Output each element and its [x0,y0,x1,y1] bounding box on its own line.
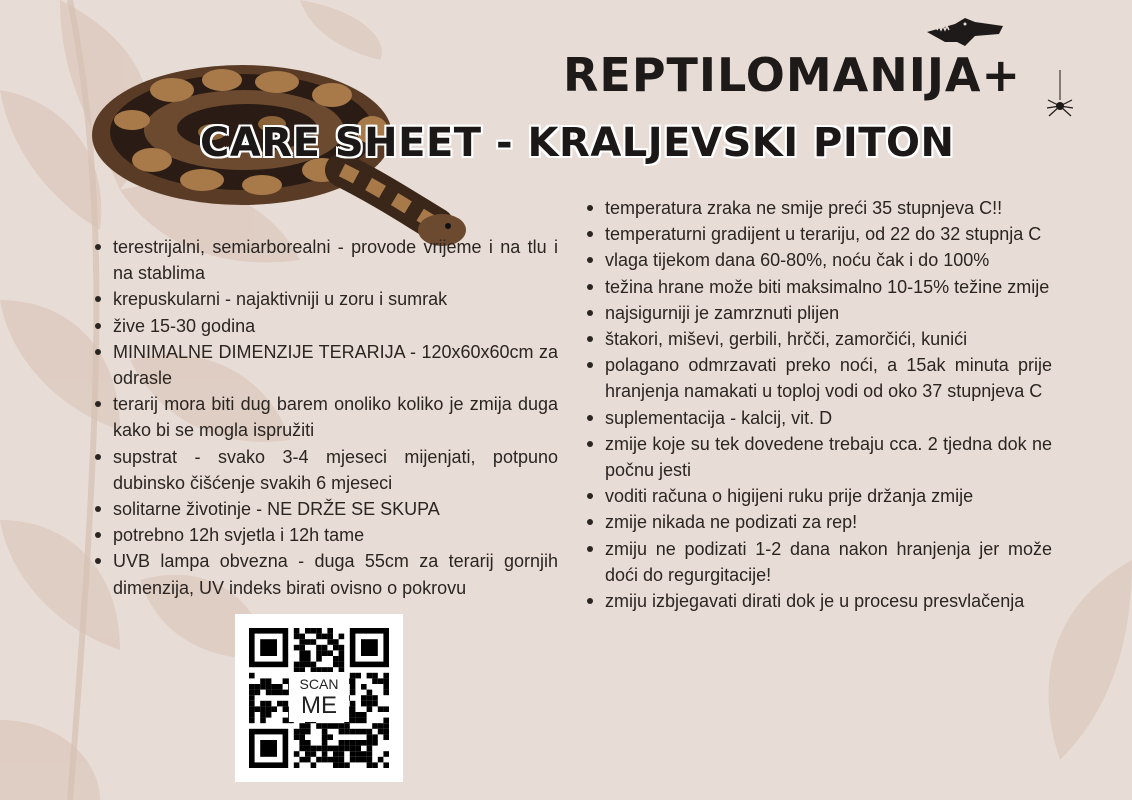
list-item: zmije koje su tek dovedene trebaju cca. 2 tjedna dok ne počnu jesti [584,431,1052,483]
list-item: zmiju ne podizati 1-2 dana nakon hranjenja jer može doći do regurgitacije! [584,536,1052,588]
qr-scan-label [289,672,349,722]
list-item: žive 15-30 godina [92,313,558,339]
list-item: voditi računa o higijeni ruku prije držanja zmije [584,483,1052,509]
list-item: supstrat - svako 3-4 mjeseci mijenjati, potpuno dubinsko čišćenje svakih 6 mjeseci [92,444,558,496]
care-list-left [92,234,558,601]
list-item: težina hrane može biti maksimalno 10-15% težine zmije [584,274,1052,300]
list-item: krepuskularni - najaktivniji u zoru i sumrak [92,286,558,312]
list-item: potrebno 12h svjetla i 12h tame [92,522,558,548]
list-item: temperaturni gradijent u terariju, od 22 do 32 stupnja C [584,221,1052,247]
qr-scan-text: SCAN [299,676,339,692]
list-item: UVB lampa obvezna - duga 55cm za terarij gornjih dimenzija, UV indeks birati ovisno o pokrovu [92,548,558,600]
care-list-right [584,195,1052,614]
list-item: temperatura zraka ne smije preći 35 stupnjeva C!! [584,195,1052,221]
list-item: terestrijalni, semiarborealni - provode vrijeme i na tlu i na stablima [92,234,558,286]
spider-icon [1045,70,1075,120]
list-item: MINIMALNE DIMENZIJE TERARIJA - 120x60x60cm za odrasle [92,339,558,391]
list-item: zmiju izbjegavati dirati dok je u procesu presvlačenja [584,588,1052,614]
qr-code[interactable] [235,614,403,782]
list-item: štakori, miševi, gerbili, hrčči, zamorčići, kunići [584,326,1052,352]
list-item: suplementacija - kalcij, vit. D [584,405,1052,431]
list-item: polagano odmrzavati preko noći, a 15ak minuta prije hranjenja namakati u toploj vodi od oko 37 stupnjeva C [584,352,1052,404]
qr-me-text: ME [301,692,337,719]
crocodile-icon [925,12,1005,52]
brand-logo: REPTILOMANIJA+ [563,48,1022,102]
page-title: CARE SHEET - KRALJEVSKI PITON [200,120,955,166]
list-item: najsigurniji je zamrznuti plijen [584,300,1052,326]
list-item: solitarne životinje - NE DRŽE SE SKUPA [92,496,558,522]
list-item: terarij mora biti dug barem onoliko koliko je zmija duga kako bi se mogla ispružiti [92,391,558,443]
list-item: zmije nikada ne podizati za rep! [584,509,1052,535]
list-item: vlaga tijekom dana 60-80%, noću čak i do 100% [584,247,1052,273]
